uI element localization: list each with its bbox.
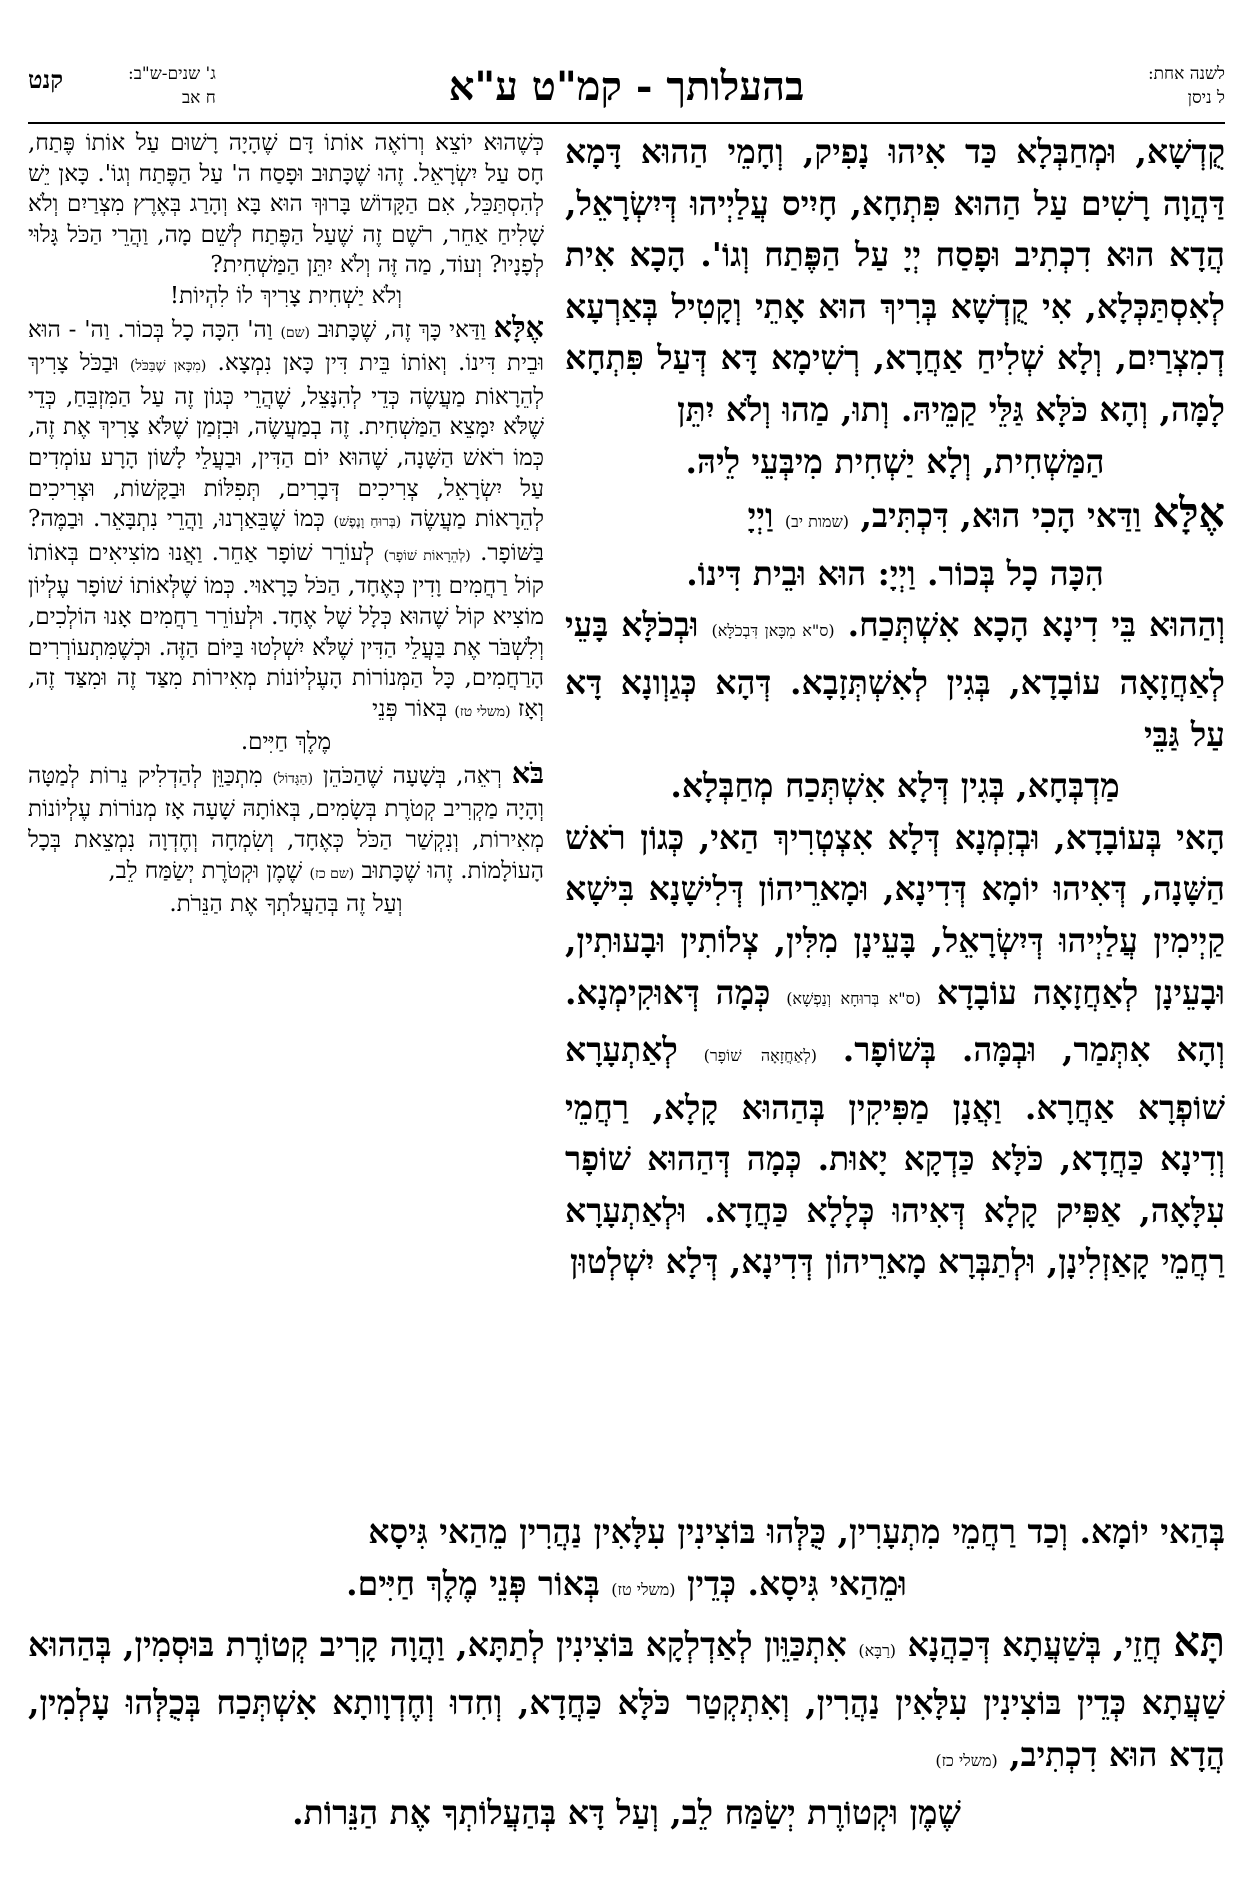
main-text: וּבְכֹלָּא בָּעֵי לְאַחֲזָאָה עוֹבָדָא, בְּגִין לְאִשְׁתְּזָבָא. דְּהָא כְּגַוְונָא דָּא עַל גַּבֵּי (565, 605, 1225, 754)
commentary-text: לְעוֹרֵר שׁוֹפָר אַחֵר. וַאֲנוּ מוֹצִיאִים בְּאוֹתוֹ קוֹל רַחֲמִים וָדִין כְּאֶחָד, הַכֹּל כָּרָאוּי. כְּמוֹ שֶׁלְּאוֹתוֹ שׁוֹפָר עֶלְיוֹן מוֹצִיא קוֹל שֶׁהוּא כְּלָל שֶׁל אֶחָד. וּלְעוֹרֵר רַחֲמִים אָנוּ הוֹלְכִים, וְלִשְׁבֹּר אֶת בַּעֲלֵי הַדִּין שֶׁלֹּא יִשְׁלְטוּ בַּיּוֹם הַזֶּה. וּכְשֶׁמִּתְעוֹרְרִים הָרַחֲמִים, כָּל הַמְּנוֹרוֹת הָעֶלְיוֹנוֹת מְאִירוֹת מִצַּד זֶה וּמִצַּד זֶה, וְאָז (28, 539, 544, 722)
variant-note: (לְהֵרָאוֹת שׁוֹפָר) (383, 547, 471, 564)
main-paragraph (28, 1616, 1225, 1787)
source-reference: (שם) (280, 324, 311, 341)
main-paragraph (28, 1506, 1225, 1558)
opening-word: בֹּא (511, 755, 544, 790)
header-left-line1: ג' שנים-ש"ב: (128, 64, 216, 84)
opening-word: תָּא (1173, 1617, 1225, 1666)
main-text: חֲזֵי, בְּשַׁעֲתָא דְּכַהֲנָא (907, 1625, 1162, 1664)
header-left-line2: ח אב (181, 88, 216, 108)
aramaic-text-column (565, 126, 1225, 1506)
page-number: קנט (28, 65, 64, 94)
header-date-three-years (28, 62, 216, 110)
source-reference: (משלי טז) (611, 1580, 676, 1599)
commentary-text: וַה' הִכָּה כָל בְּכוֹר. וַה' - הוּא וּבֵית דִּינוֹ. וְאוֹתוֹ בֵּית דִּין כָּאן נִמְצָא. (28, 316, 544, 377)
page-title: בהעלותך - קמ"ט ע"א (448, 63, 805, 110)
commentary-text: בְּאוֹר פְּנֵי (372, 695, 448, 722)
commentary-paragraph-end: מֶלֶךְ חַיִּים. (240, 729, 332, 756)
main-paragraph (565, 487, 1225, 548)
page-header (28, 62, 1225, 120)
opening-word: אֶלָּא (1152, 488, 1225, 538)
variant-note: (ס"א בְּרוּחָא וְנַפְשָׁא) (786, 988, 921, 1008)
main-paragraph-end: הַמַּשְׁחִית, וְלָא יַשְׁחִית מִיבְּעֵי לֵיהּ. (685, 441, 1105, 481)
main-text: וְהַהוּא בֵּי דִינָא הָכָא אִשְׁתְּכַח. (847, 605, 1225, 645)
commentary-text: שֶׁמֶן וּקְטֹרֶת יְשַׂמַּח לֵב, (108, 857, 303, 884)
main-text: וַיְיָ (747, 496, 774, 536)
header-right-line1: לשנה אחת: (1147, 64, 1225, 84)
opening-word: אֶלָּא (493, 309, 544, 344)
main-paragraph (565, 812, 1225, 1288)
main-paragraph-end: מַדְבְּחָא, בְּגִין דְּלָא אִשְׁתְּכַח מְחַבְּלָא. (670, 766, 1120, 806)
commentary-paragraph (28, 128, 544, 281)
header-right-line2: ל ניסן (1187, 88, 1225, 108)
source-reference: (שם כז) (309, 865, 355, 882)
main-text: וַדַּאי הָכִי הוּא, דִּכְתִּיב, (860, 496, 1142, 536)
main-paragraph-end (28, 1558, 1225, 1616)
variant-note: (בְּרוּחַ וָנֶפֶשׁ) (333, 514, 402, 531)
main-text: לְאַתְעָרָא שׁוֹפְרָא אַחֲרָא. וַאֲנָן מַפִּיקִין בְּהַהוּא קָלָא, רַחֲמֵי וְדִינָא כַּחֲדָא, כֹּלָּא כַּדְקָא יָאוּת. כְּמָה דְּהַהוּא שׁוֹפָר עִלָּאָה, אַפִּיק קָלָא דְּאִיהוּ כְּלָלָא כַּחֲדָא. וּלְאַתְעָרָא רַחֲמֵי קָאַזְלִינָן, וּלְתַבְּרָא מָארֵיהוֹן דְּדִינָא, דְּלָא יִשְׁלְטוּן (565, 1030, 1225, 1282)
source-reference: (משלי טז) (454, 703, 511, 720)
main-text: קֻדְשָׁא, וּמְחַבְּלָא כַּד אִיהוּ נָפִיק, וְחָמֵי הַהוּא דָּמָא דַּהֲוָה רָשִׁים עַל הַהוּא פִּתְחָא, חָיִיס עֲלַיְיהוּ דְּיִשְׂרָאֵל, הֲדָא הוּא דִכְתִיב וּפָסַח יְיָ עַל הַפֶּתַח וְגוֹ'. הָכָא אִית לְאִסְתַּכְּלָא, אִי קֻדְשָׁא בְּרִיךְ הוּא אָתֵי וְקָטִיל בְּאַרְעָא דְמִצְרַיִם, וְלָא שְׁלִיחַ אַחֲרָא, רְשִׁימָא דָּא דְּעַל פִּתְחָא לָמָּה, וְהָא כֹּלָּא גַּלֵּי קַמֵּיהּ. וְתוּ, מַהוּ וְלֹא יִתֵּן (565, 132, 1225, 429)
main-text: וּמֵהַאי גִּיסָא. כְּדֵין (686, 1564, 907, 1603)
commentary-paragraph (28, 755, 544, 889)
main-text: כְּמָה דְּאוּקִימְנָא. וְהָא אִתְּמַר, וּבְמָּה. בְּשׁוֹפָר. (565, 972, 1225, 1070)
source-reference: (משלי כז) (935, 1751, 998, 1770)
main-paragraph-end: הִכָּה כָל בְּכוֹר. וַיְיָ: הוּא וּבֵית דִּינוֹ. (686, 553, 1104, 593)
main-text: בְּאוֹר פְּנֵי מֶלֶךְ חַיִּים. (346, 1564, 600, 1603)
commentary-text: רְאֵה, בְּשָׁעָה שֶׁהַכֹּהֵן (322, 762, 502, 789)
hebrew-translation-column (28, 128, 544, 1508)
main-text: אִתְכַּוֵּון לְאַדְלְקָא בּוֹצִינִין לְתַתָּא, וַהֲוָה קָרִיב קְטוֹרֶת בּוּסְמִין, בְּהַהוּא שַׁעֲתָא כְּדֵין בּוֹצִינִין עִלָּאִין נַהֲרִין, וְאִתְקְטַר כֹּלָּא כַּחֲדָא, וְחִדוּ וְחֶדְוָותָא אִשְׁתְּכַח בְּכֻלְּהוּ עָלְמִין, הֲדָא הוּא דִכְתִיב, (28, 1625, 1225, 1774)
main-paragraph (565, 126, 1225, 436)
commentary-text: וּבַכֹּל צָרִיךְ לְהֵרָאוֹת מַעֲשֶׂה כְּדֵי לְהִנָּצֵל, שֶׁהֲרֵי כְּגוֹן זֶה עַל הַמִּזְבֵּחַ, כְּדֵי שֶׁלֹּא יִמָּצֵא הַמַּשְׁחִית. זֶה בְמַעֲשֶׂה, וּבִזְמַן שֶׁלֹּא צָרִיךְ אֶת זֶה, כְּמוֹ רֹאשׁ הַשָּׁנָה, שֶׁהוּא יוֹם הַדִּין, וּבַעֲלֵי לָשׁוֹן הָרָע עוֹמְדִים עַל יִשְׂרָאֵל, צְרִיכִים דְּבָרִים, תְּפִלּוֹת וּבַקָּשׁוֹת, וּצְרִיכִים לְהֵרָאוֹת מַעֲשֶׂה (28, 350, 544, 533)
commentary-text: מִתְכַּוֵּן לְהַדְלִיק נֵרוֹת לְמַטָּה וְהָיָה מַקְרִיב קְטֹרֶת בְּשָׂמִים, בְּאוֹתָהּ שָׁעָה אָז מְנוֹרוֹת עֶלְיוֹנוֹת מְאִירוֹת, וְנִקְשַׁר הַכֹּל כְּאֶחָד, וְשִׂמְחָה וְחֶדְוָה נִמְצֵאת בְּכָל הָעוֹלָמוֹת. זֶהוּ שֶׁכָּתוּב (28, 762, 544, 884)
variant-note: (רַבָּא) (858, 1641, 897, 1660)
main-paragraph (565, 599, 1225, 760)
commentary-paragraph (28, 309, 544, 728)
variant-note: (לְאַחֲזָאָה שׁוֹפָר) (703, 1046, 817, 1066)
variant-note: (מִכָּאן שֶׁבַּכֹּל) (129, 358, 207, 375)
main-paragraph-end: שֶׁמֶן וּקְטוֹרֶת יְשַׂמַּח לֵב, וְעַל דָּא בְּהַעֲלוֹתְךָ אֶת הַנֵּרוֹת. (292, 1793, 961, 1832)
commentary-paragraph-end: וְלֹא יַשְׁחִית צָרִיךְ לוֹ לִהְיוֹת! (169, 282, 403, 309)
header-divider (28, 122, 1225, 124)
aramaic-text-full-width (28, 1506, 1225, 1866)
variant-note: (הַגָּדוֹל) (272, 770, 314, 787)
source-reference: (שמות יב) (784, 512, 850, 532)
main-text: כְּגוֹן רֹאשׁ הַשָּׁנָה, דְּאִיהוּ יוֹמָא דְּדִינָא, וּמָארֵיהוֹן דְּלִישָׁנָא בִּישָׁא קַיְימִין עֲלַיְיהוּ דְּיִשְׂרָאֵל, בָּעֵינָן מִלִּין, צְלוֹתִין וּבָעוּתִין, וּבָעֵינָן לְאַחֲזָאָה עוֹבָדָא (565, 817, 1225, 1012)
commentary-paragraph-end: וְעַל זֶה בְּהַעֲלֹתְךָ אֶת הַנֵּרֹת. (169, 891, 403, 918)
main-text: בְּהַאי יוֹמָא. וְכַד רַחֲמֵי מִתְעָרִין, כֻּלְּהוּ בּוֹצִינִין עִלָּאִין נַהֲרִין מֵהַאי גִּיסָא (368, 1512, 1225, 1551)
commentary-text: כְּשֶׁהוּא יוֹצֵא וְרוֹאֶה אוֹתוֹ דָּם שֶׁהָיָה רָשׁוּם עַל אוֹתוֹ פֶּתַח, חָס עַל יִשְׂרָאֵל. זֶהוּ שֶׁכָּתוּב וּפָסַח ה' עַל הַפֶּתַח וְגוֹ'. כָּאן יֵשׁ לְהִסְתַּכֵּל, אִם הַקָּדוֹשׁ בָּרוּךְ הוּא בָּא וְהָרַג בְּאֶרֶץ מִצְרַיִם וְלֹא שָׁלִיחַ אַחֵר, רֹשֶׁם זֶה שֶׁעַל הַפֶּתַח לְשֵׁם מָה, וַהֲרֵי הַכֹּל גָּלוּי לְפָנָיו? וְעוֹד, מַה זֶּה וְלֹא יִתֵּן הַמַּשְׁחִית? (28, 130, 544, 279)
main-text: הָאי בְּעוֹבָדָא, וּבְזִמְנָא דְּלָא אִצְטְרִיךְ הַאי, (698, 817, 1225, 857)
commentary-text: כְּמוֹ שֶׁבֵּאַרְנוּ, וַהֲרֵי נִתְבָּאֵר. וּבַמֶּה? בַּשּׁוֹפָר. (28, 506, 544, 566)
variant-note: (ס"א מִכָּאן דִּבְכֹלָּא) (711, 621, 835, 641)
commentary-text: וַדַּאי כָּךְ זֶה, שֶׁכָּתוּב (317, 316, 486, 343)
